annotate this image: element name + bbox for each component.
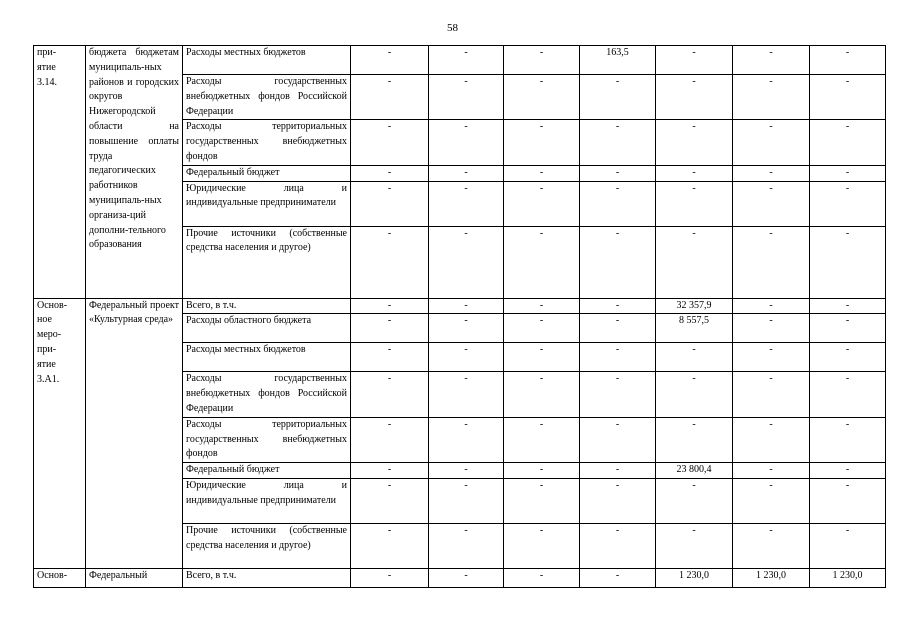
value-text: - [464,121,468,133]
value-text: - [387,47,392,58]
value-cell [580,298,656,314]
value-cell [504,75,580,120]
value-cell [504,478,580,523]
value-text: - [387,524,392,536]
value-text: - [615,569,620,581]
value-cell [810,181,886,226]
value-cell [656,226,733,298]
value-text: - [539,479,544,491]
value-text: - [769,373,773,385]
value-text: - [464,373,468,385]
source-cell [183,568,351,587]
value-cell [504,226,580,298]
value-text: - [539,47,544,58]
value-text: - [845,315,850,327]
value-text: 163,5 [606,47,629,58]
value-text: - [539,315,544,327]
value-cell [733,120,810,165]
value-text: - [769,227,773,239]
value-text: - [769,76,773,87]
value-text: - [845,47,850,58]
group-name [86,298,183,568]
source-label: Юридические лица и индивидуальные предприниматели [186,479,347,506]
source-cell [183,478,351,523]
value-text: - [692,524,696,536]
value-text: 1 230,0 [832,569,863,581]
value-text: - [464,182,468,194]
value-text: - [387,121,392,133]
value-text: - [464,227,468,239]
value-text: - [845,227,850,239]
group-name [86,46,183,299]
value-text: 23 800,4 [676,464,712,476]
group-code [34,568,86,587]
value-text: 8 557,5 [679,315,709,327]
value-cell [580,226,656,298]
value-cell [351,181,429,226]
value-cell [810,120,886,165]
value-cell [429,165,504,181]
value-text: - [539,418,544,430]
value-cell [429,463,504,479]
value-cell [733,226,810,298]
source-cell [183,46,351,75]
value-cell [504,372,580,417]
value-text: - [464,418,468,430]
value-cell [351,463,429,479]
value-text: - [464,344,468,356]
value-text: - [615,76,620,87]
value-text: - [769,166,773,178]
value-text: - [692,121,696,133]
financing-table [33,45,886,588]
value-cell [733,165,810,181]
value-cell [429,568,504,587]
value-text: - [845,166,850,178]
source-label: Прочие источники (собственные средства населения и другое) [186,227,347,254]
value-text: - [845,479,850,491]
group-code [34,46,86,299]
value-cell [733,75,810,120]
value-text: - [539,227,544,239]
value-text: - [539,524,544,536]
source-cell [183,523,351,568]
value-cell [810,298,886,314]
value-text: - [387,166,392,178]
value-text: - [769,524,773,536]
value-text: - [615,315,620,327]
source-cell [183,226,351,298]
value-cell [351,568,429,587]
value-cell [351,298,429,314]
value-cell [580,46,656,75]
value-cell [733,478,810,523]
value-text: - [387,418,392,430]
value-cell [733,372,810,417]
value-text: - [539,121,544,133]
value-cell [429,314,504,343]
value-text: - [845,373,850,385]
value-cell [656,314,733,343]
source-cell [183,181,351,226]
value-cell [504,523,580,568]
value-text: 32 357,9 [676,299,712,311]
value-text: - [769,299,773,311]
value-text: - [692,47,696,58]
value-cell [429,120,504,165]
group-code-text: Основ- [37,569,68,581]
table-row [34,46,886,75]
value-cell [351,314,429,343]
value-cell [733,46,810,75]
value-cell [656,298,733,314]
value-text: - [615,121,620,133]
value-text: - [769,464,773,476]
value-cell [810,478,886,523]
value-cell [429,298,504,314]
value-cell [656,46,733,75]
value-text: - [539,464,544,476]
value-text: - [615,227,620,239]
value-cell [733,463,810,479]
value-text: - [539,182,544,194]
value-cell [580,314,656,343]
value-cell [429,478,504,523]
value-text: - [845,418,850,430]
value-cell [429,372,504,417]
value-cell [351,165,429,181]
value-text: - [692,227,696,239]
value-text: - [615,166,620,178]
value-cell [656,568,733,587]
value-cell [504,568,580,587]
value-cell [810,568,886,587]
value-text: - [769,47,773,58]
value-text: - [387,227,392,239]
value-text: - [464,299,468,311]
source-label: Расходы областного бюджета [186,315,312,327]
value-text: - [845,464,850,476]
value-text: - [769,418,773,430]
value-cell [429,46,504,75]
value-text: - [845,344,850,356]
value-cell [504,181,580,226]
value-cell [656,181,733,226]
value-cell [504,120,580,165]
source-label: Расходы государственных внебюджетных фондов Российской Федерации [186,76,347,117]
value-cell [656,463,733,479]
source-label: Расходы территориальных государственных внебюджетных фондов [186,418,347,460]
value-cell [810,75,886,120]
value-text: - [769,121,773,133]
group-name-text: Федеральный [89,569,148,581]
value-text: - [692,373,696,385]
value-cell [810,523,886,568]
value-text: - [615,299,620,311]
page-number: 58 [447,22,458,34]
value-text: - [615,344,620,356]
value-cell [733,417,810,462]
value-text: - [387,182,392,194]
value-cell [351,343,429,372]
value-text: - [615,464,620,476]
value-text: 1 230,0 [679,569,709,581]
value-text: - [387,344,392,356]
value-text: - [539,166,544,178]
value-cell [580,343,656,372]
value-cell [429,75,504,120]
value-text: - [539,569,544,581]
source-label: Федеральный бюджет [186,464,280,476]
value-cell [429,181,504,226]
value-text: - [387,76,392,87]
value-cell [810,314,886,343]
value-text: - [387,373,392,385]
value-cell [580,181,656,226]
value-cell [810,46,886,75]
value-cell [580,165,656,181]
value-text: - [692,182,696,194]
value-cell [351,226,429,298]
source-label: Расходы местных бюджетов [186,344,306,356]
group-name [86,568,183,587]
value-text: - [845,182,850,194]
value-cell [656,372,733,417]
value-text: - [464,76,468,87]
value-cell [504,165,580,181]
source-cell [183,417,351,462]
value-text: - [539,76,544,87]
value-cell [810,226,886,298]
value-text: - [692,418,696,430]
source-label: Расходы территориальных государственных внебюджетных фондов [186,121,347,162]
source-label: Всего, в т.ч. [186,569,237,581]
value-text: - [387,315,392,327]
value-cell [351,417,429,462]
value-cell [351,120,429,165]
value-cell [656,120,733,165]
value-cell [580,372,656,417]
value-cell [656,343,733,372]
value-text: - [615,182,620,194]
source-label: Всего, в т.ч. [186,299,237,311]
value-cell [580,478,656,523]
group-name-text: бюджета бюджетам муниципаль-ных районов и городских округов Нижегородской области на повышение оплаты труда педагогических работников муниципаль-ных организа-ций дополни-тельного образования [89,47,179,251]
source-cell [183,165,351,181]
value-text: - [769,344,773,356]
value-cell [810,343,886,372]
value-text: - [464,569,468,581]
value-text: - [539,299,544,311]
value-text: - [769,479,773,491]
source-cell [183,463,351,479]
value-cell [733,181,810,226]
value-cell [504,298,580,314]
source-cell [183,75,351,120]
value-cell [351,46,429,75]
value-cell [733,343,810,372]
value-text: - [845,121,850,133]
value-cell [429,523,504,568]
value-text: - [615,479,620,491]
value-text: 1 230,0 [756,569,786,581]
value-text: - [615,524,620,536]
value-cell [429,417,504,462]
value-cell [656,165,733,181]
group-code [34,298,86,568]
value-cell [429,226,504,298]
value-text: - [464,464,468,476]
value-text: - [464,315,468,327]
value-text: - [615,418,620,430]
value-text: - [845,299,850,311]
source-label: Прочие источники (собственные средства населения и другое) [186,524,347,551]
value-cell [810,372,886,417]
value-text: - [464,166,468,178]
value-cell [810,165,886,181]
value-text: - [692,479,696,491]
value-cell [580,523,656,568]
value-cell [580,568,656,587]
table-row [34,568,886,587]
value-cell [351,478,429,523]
value-text: - [387,479,392,491]
source-cell [183,314,351,343]
value-cell [733,314,810,343]
value-cell [733,523,810,568]
value-cell [733,568,810,587]
source-label: Юридические лица и индивидуальные предприниматели [186,182,347,209]
value-cell [580,120,656,165]
source-label: Расходы государственных внебюджетных фондов Российской Федерации [186,373,347,414]
value-cell [656,523,733,568]
value-cell [656,75,733,120]
source-cell [183,298,351,314]
value-cell [504,343,580,372]
value-text: - [769,315,773,327]
value-cell [504,46,580,75]
value-text: - [464,524,468,536]
value-cell [733,298,810,314]
value-text: - [539,373,544,385]
value-text: - [464,479,468,491]
source-cell [183,372,351,417]
value-cell [351,372,429,417]
value-cell [504,314,580,343]
source-label: Расходы местных бюджетов [186,47,306,58]
group-name-text: Федеральный проект «Культурная среда» [89,299,179,326]
value-cell [656,478,733,523]
value-cell [580,417,656,462]
value-text: - [539,344,544,356]
group-code-text: при- ятие 3.14. [37,47,57,88]
value-cell [810,417,886,462]
value-text: - [692,344,696,356]
value-text: - [615,373,620,385]
source-cell [183,120,351,165]
value-cell [504,417,580,462]
value-text: - [387,464,392,476]
value-cell [351,75,429,120]
value-cell [656,417,733,462]
value-text: - [845,76,850,87]
value-cell [504,463,580,479]
value-text: - [464,47,468,58]
value-cell [580,463,656,479]
value-cell [429,343,504,372]
value-text: - [692,76,696,87]
value-text: - [692,166,696,178]
value-cell [351,523,429,568]
value-cell [580,75,656,120]
source-label: Федеральный бюджет [186,166,280,178]
source-cell [183,343,351,372]
group-code-text: Основ- ное меро- при- ятие 3.А1. [37,299,68,385]
value-cell [810,463,886,479]
value-text: - [769,182,773,194]
value-text: - [387,569,392,581]
table-row [34,298,886,314]
value-text: - [845,524,850,536]
value-text: - [387,299,392,311]
